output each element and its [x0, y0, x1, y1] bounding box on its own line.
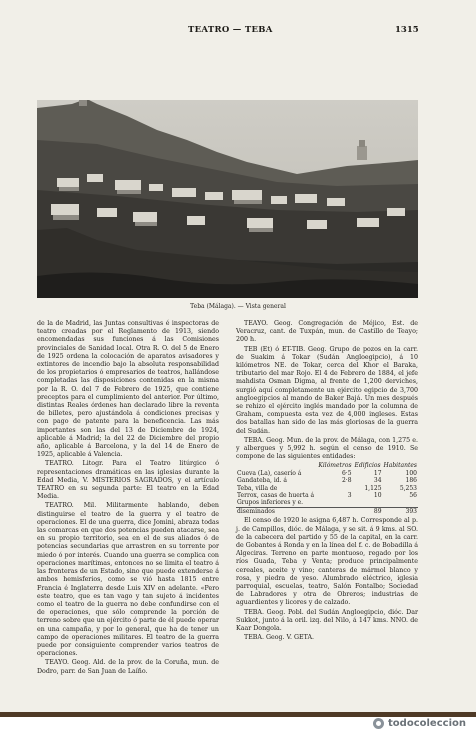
table-row	[236, 477, 418, 484]
entry-teatro-militar: TEATRO. Mil. Militarmente hablando, deben distinguirse el teatro de la guerra y el teatro de operaciones. El de una guerra, dice Jomini, abraza todas las comarcas en que dos potencias pueden atacarse, sea en su propio territorio, sea en el de sus aliados ó de potencias secundarias que arrastren en su torrente por miedo ó por interés. Cuando una guerra se complica con operaciones marítimas, entonces no se limita el teatro á las fronteras de un Estado, sino que puede extenderse á ambos hemisferios, como se vió hasta 1815 entre Francia é Inglaterra desde Luis XIV en adelante. «Pero este teatro, que es tan vago y tan sujeto á incidentes como el teatro de la guerra no debe confundirse con el de operaciones, que sólo comprende la porción de terreno sobre que un ejército ó parte de él puede operar en una campaña, y por lo general, que ha de tener un campo de operaciones militares. El teatro de la guerra puede por consiguiente comprender varios teatros de operaciones.	[37, 502, 219, 658]
table-cell	[383, 499, 418, 507]
left-text-column	[37, 320, 219, 677]
teba-town-view-image	[37, 100, 418, 298]
table-cell: Terrox, casas de huerta á	[237, 492, 315, 500]
table-row	[236, 485, 418, 492]
figure-caption: Teba (Málaga). — Vista general	[190, 303, 286, 310]
table-cell: Grupos inferiores y e.	[237, 499, 304, 507]
table-cell: 34	[373, 477, 382, 485]
table-cell: 17	[373, 469, 382, 477]
table-cell	[353, 499, 383, 507]
table-cell: 6·5	[341, 469, 352, 477]
page-header	[0, 25, 476, 39]
table-cell: Cueva (La), caserío á	[237, 469, 302, 477]
table-cell: 10	[373, 492, 382, 500]
table-row	[236, 492, 418, 499]
table-header-row	[236, 462, 418, 469]
page-number: 1315	[395, 25, 419, 35]
running-title: TEATRO — TEBA	[188, 25, 273, 35]
entry-teba-census: El censo de 1920 le asigna 6,487 h. Corresponde al p. j. de Campillos, dióc. de Málaga, y se sit. á 9 kms. al SO. de la cabecera del partido y 55 de la capital, en la carr. de Gobantes á Ronda y en la línea del f. c. de Bobadilla á Algeciras. Terreno en parte montuoso, regado por los ríos Guada, Teba y Venta; produce principalmente cereales, aceite y vino; canteras de mármol blanco y rosa, y piedra de yeso. Alumbrado eléctrico, iglesia parroquial, escuelas, teatro, Salón Fontalbo; Sociedad de Labradores y otra de Obreros; industrias de aguardientes y licores y de calzado.	[236, 517, 418, 607]
brand-watermark[interactable]	[373, 718, 466, 729]
table-cell: 89	[353, 507, 383, 515]
table-row	[236, 470, 418, 477]
table-row	[236, 499, 418, 507]
entry-teb: TEB (Et) ó ET-TIB. Geog. Grupo de pozos en la carr. de Suakim á Tokar (Sudán Angloegipcio), á 10 kilómetros NE. de Tokar, cerca del Khor el Baraka, tributario del mar Rojo. El 4 de Febrero de 1884, el jefe mahdista Osman Digma, al frente de 1,200 derviches, surgió aquí completamente un ejército egipcio de 3,700 angloegipcios al mando de Baker Bajá. Un mes después se rehizo el ejército inglés mandado por la columna de Graham, compuesta esta vez de 4,000 ingleses. Estas dos batallas han sido de las más gloriosas de la guerra del Sudán.	[236, 345, 418, 435]
entry-teayo-coruna: TEAYO. Geog. Ald. de la prov. de la Coruña, mun. de Dodro, parr. de San Juan de Laíño.	[37, 659, 219, 675]
table-cell: 56	[409, 492, 417, 500]
table-cell	[317, 485, 352, 492]
table-row	[236, 507, 418, 515]
table-cell: diseminados	[236, 507, 317, 515]
footer-bar	[0, 712, 476, 717]
table-cell: 100	[405, 469, 417, 477]
table-header-inhabitants: Habitantes	[383, 462, 417, 470]
table-cell: Teba, villa de	[237, 484, 278, 492]
table-cell: Gandateba, id. á	[237, 477, 287, 485]
landscape-photograph	[37, 100, 418, 298]
table-cell: 5,253	[399, 484, 417, 492]
table-cell	[317, 499, 352, 507]
brand-logo-icon	[373, 718, 384, 729]
entry-teba-sudan: TEBA. Geog. Pobl. del Sudán Angloegipcio, dióc. Dar Sukkot, junto á la oril. izq. del Nilo, á 147 kms. NNO. de Kaar Dongola.	[236, 608, 418, 632]
table-cell: 186	[405, 477, 417, 485]
table-cell	[317, 507, 352, 515]
table-cell: 3	[347, 492, 352, 500]
marketplace-footer	[0, 712, 476, 734]
teba-entities-table	[236, 462, 418, 515]
table-cell: 1,125	[364, 484, 382, 492]
table-header-km: Kilómetros	[318, 462, 352, 470]
table-cell: 393	[383, 507, 418, 515]
table-cell: 2·8	[341, 477, 352, 485]
entry-teatro-liturgico: TEATRO. Litogr. Para el Teatro litúrgico ó representaciones dramáticas en las iglesias durante la Edad Media, V. MISTERIOS SAGRADOS, y el artículo TEATRO en su segunda parte: El teatro en la Edad Media.	[37, 460, 219, 501]
paragraph-theater-regulations: de la de Madrid, las Juntas consultivas é inspectoras de teatro creadas por el Reglamento de 1913, siendo encomendadas sus funciones á las Comisiones provinciales de Sanidad local. Otra R. O. del 5 de Enero de 1925 ordena la colocación de aparatos avisadores y extintores de incendio bajo la absoluta responsabilidad de los propietarios ó empresarios de teatros, hallándose completadas las disposiciones contenidas en la misma por la R. O. del 7 de Febrero de 1925, que contiene preceptos para el cumplimiento del anterior. Por último, distintas Reales órdenes han declarado libre la reventa de billetes, pero ajustándola á condiciones precisas y con pago de patente para la beneficencia. Las más importantes son las del 13 de Diciembre de 1924, aplicable á Madrid; la del 22 de Diciembre del propio año, aplicable á Barcelona, y la del 14 de Enero de 1925, aplicable á Valencia.	[37, 320, 219, 459]
entry-teayo-mejico: TEAYO. Geog. Congregación de Méjico, Est. de Veracruz, cant. de Tuxpán, mun. de Castillo de Teayo; 200 h.	[236, 320, 418, 344]
brand-name: todocoleccion	[388, 718, 466, 729]
entry-teba-malaga: TEBA. Geog. Mun. de la prov. de Málaga, con 1,275 e. y albergues y 5,992 h. según el censo de 1910. Se compone de las siguientes entidades:	[236, 436, 418, 461]
right-text-column	[236, 320, 418, 643]
table-header-buildings: Edificios	[354, 462, 381, 470]
entry-teba-see-geta: TEBA. Geog. V. GETA.	[244, 634, 315, 642]
